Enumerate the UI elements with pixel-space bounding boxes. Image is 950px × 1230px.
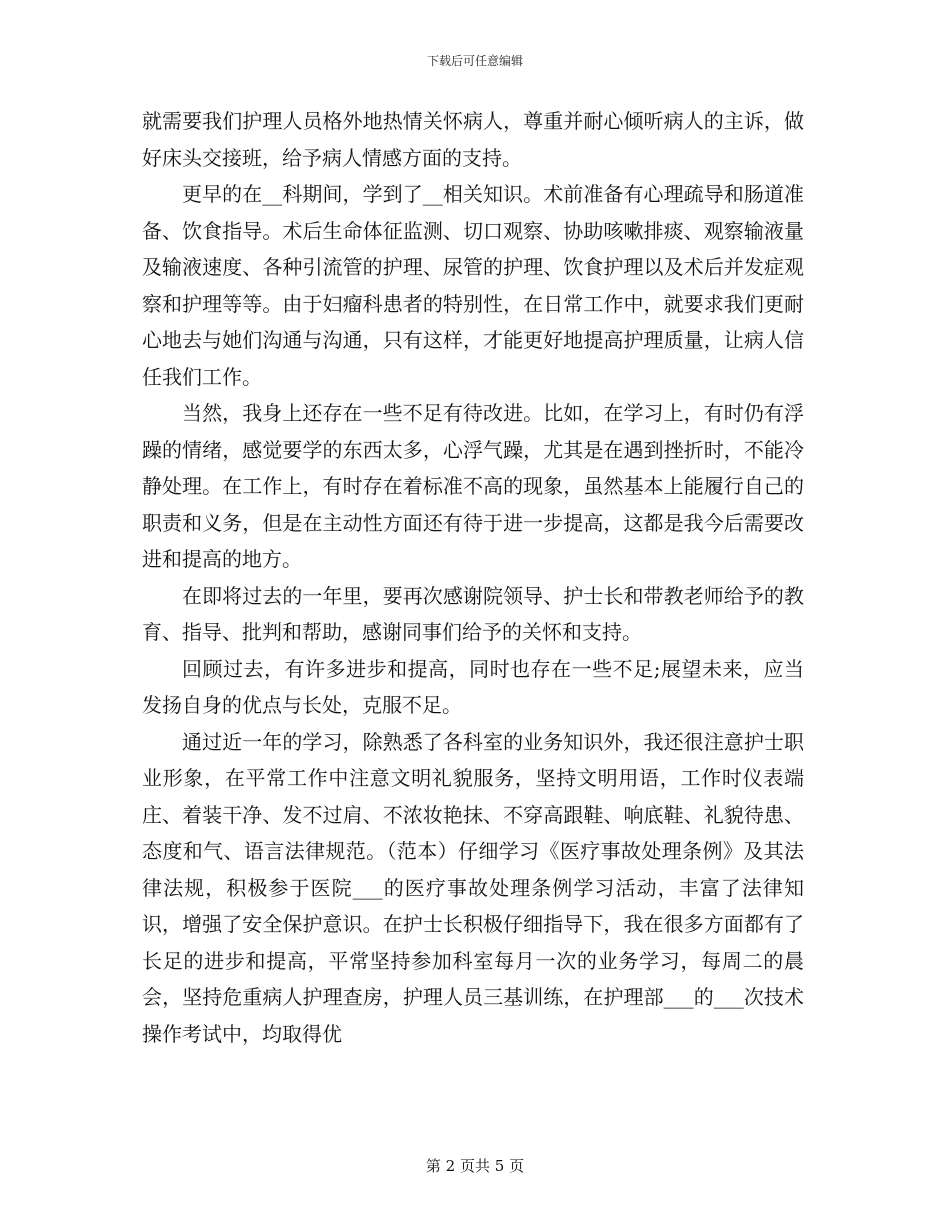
- page-number: 第 2 页共 5 页: [425, 1157, 525, 1175]
- paragraph: 更早的在__科期间，学到了__相关知识。术前准备有心理疏导和肠道准备、饮食指导。术后生命体征监测、切口观察、协助咳嗽排痰、观察输液量及输液速度、各种引流管的护理、尿管的护理、饮食护理以及术后并发症观察和护理等等。由于妇瘤科患者的特别性，在日常工作中，就要求我们更耐心地去与她们沟通与沟通，只有这样，才能更好地提高护理质量，让病人信任我们工作。: [142, 182, 804, 389]
- paragraph: 通过近一年的学习，除熟悉了各科室的业务知识外，我还很注意护士职业形象，在平常工作中注意文明礼貌服务，坚持文明用语，工作时仪表端庄、着装干净、发不过肩、不浓妆艳抹、不穿高跟鞋、响底鞋、礼貌待患、态度和气、语言法律规范。（范本）仔细学习《医疗事故处理条例》及其法律法规，积极参于医院___的医疗事故处理条例学习活动，丰富了法律知识，增强了安全保护意识。在护士长积极仔细指导下，我在很多方面都有了长足的进步和提高，平常坚持参加科室每月一次的业务学习，每周二的晨会，坚持危重病人护理查房，护理人员三基训练，在护理部___的___次技术操作考试中，均取得优: [142, 729, 804, 1046]
- page-header-note: 下载后可任意编辑: [426, 54, 523, 68]
- paragraph-continuation: 就需要我们护理人员格外地热情关怀病人，尊重并耐心倾听病人的主诉，做好床头交接班，给予病人情感方面的支持。: [142, 109, 804, 170]
- paragraph: 在即将过去的一年里，要再次感谢院领导、护士长和带教老师给予的教育、指导、批判和帮助，感谢同事们给予的关怀和支持。: [142, 583, 804, 644]
- paragraph: 回顾过去，有许多进步和提高，同时也存在一些不足;展望未来，应当发扬自身的优点与长处，克服不足。: [142, 656, 804, 717]
- document-body: [142, 103, 804, 1052]
- paragraph: 当然，我身上还存在一些不足有待改进。比如，在学习上，有时仍有浮躁的情绪，感觉要学的东西太多，心浮气躁，尤其是在遇到挫折时，不能冷静处理。在工作上，有时存在着标准不高的现象，虽然基本上能履行自己的职责和义务，但是在主动性方面还有待于进一步提高，这都是我今后需要改进和提高的地方。: [142, 401, 804, 571]
